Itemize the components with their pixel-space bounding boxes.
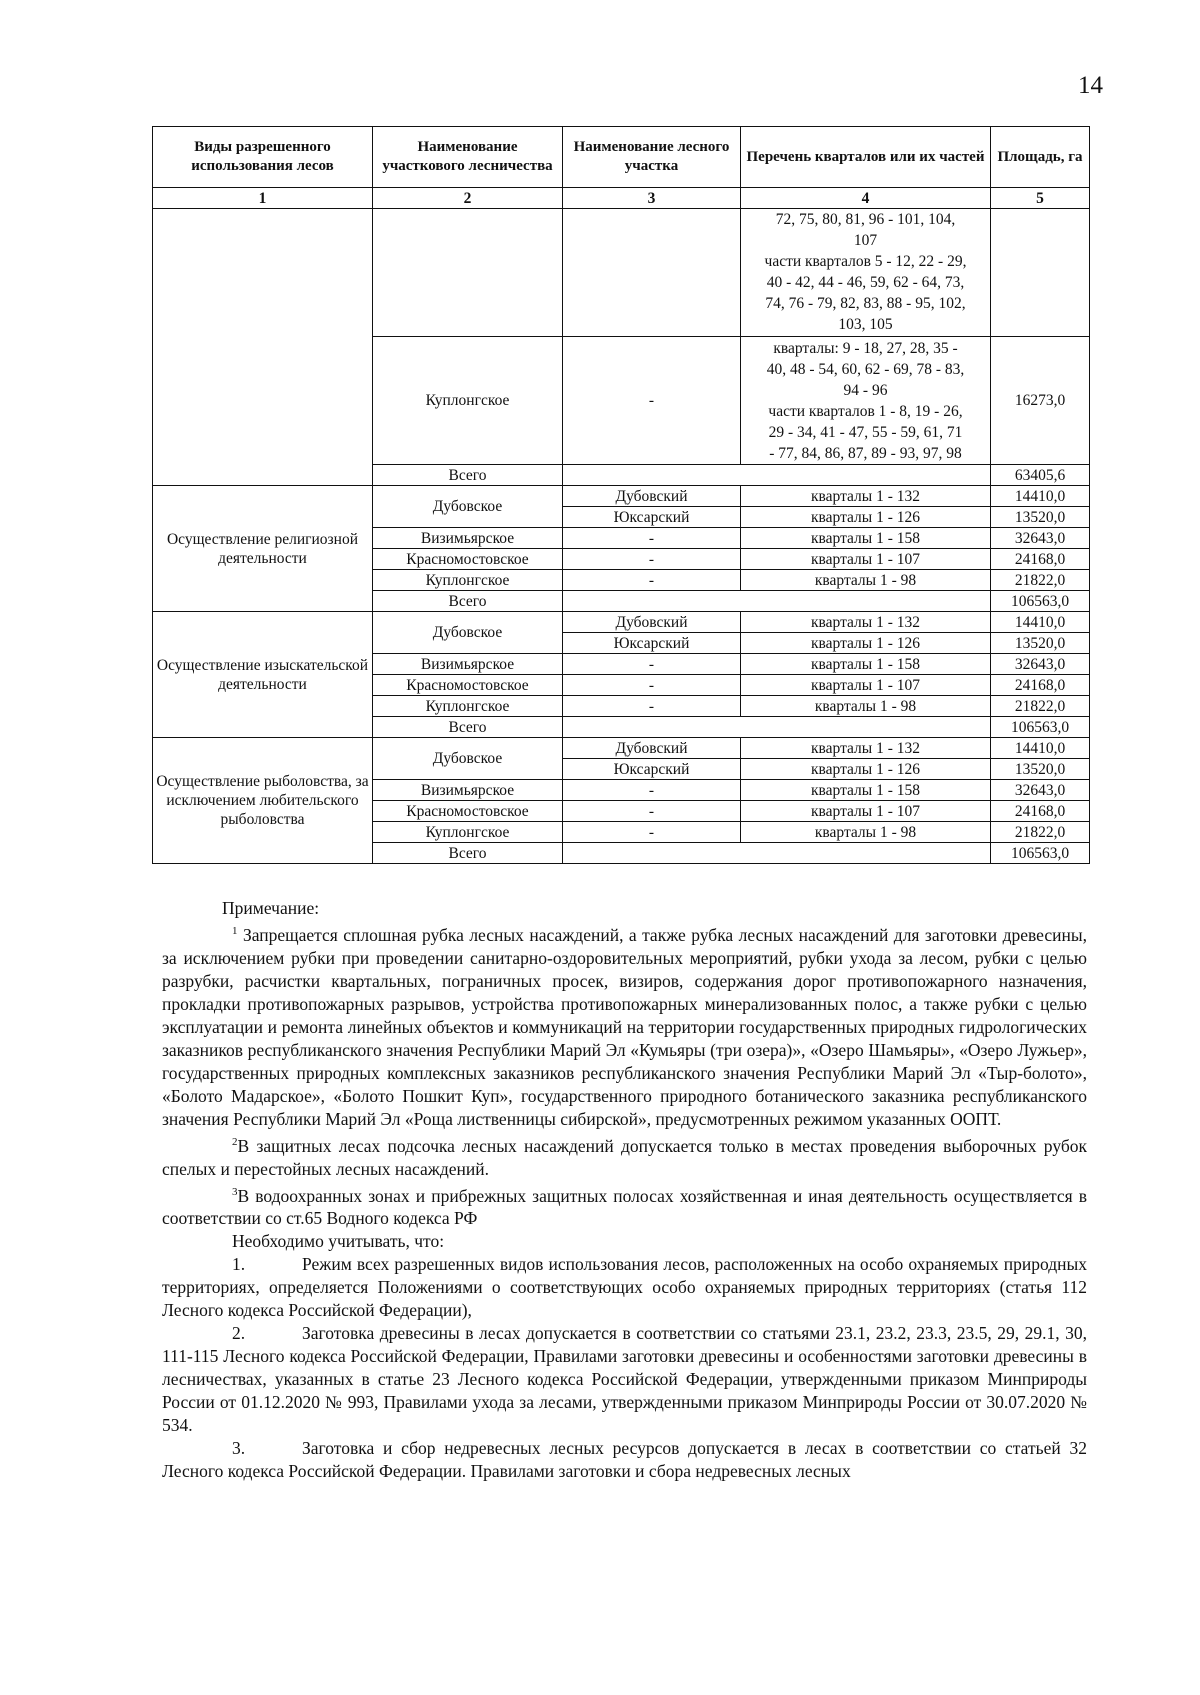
quarters-line: 40, 48 - 54, 60, 62 - 69, 78 - 83, — [766, 360, 965, 378]
forestry-cell: Визимьярское — [373, 780, 563, 801]
parcel-cell: - — [563, 822, 741, 843]
item-text: Режим всех разрешенных видов использования лесов, расположенных на особо охраняемых природных территориях, определяется Положениями о соответствующих особо охраняемых природных территориях (статья 112 Лесного кодекса Российской Федерации), — [162, 1254, 1087, 1321]
forestry-cell: Дубовское — [373, 486, 563, 528]
area-cell: 13520,0 — [991, 633, 1090, 654]
quarters-cell: кварталы 1 - 107 — [741, 675, 991, 696]
column-number-row — [153, 188, 1090, 209]
item-text: Заготовка древесины в лесах допускается в соответствии со статьями 23.1, 23.2, 23.3, 23.5, 29, 29.1, 30, 111-115 Лесного кодекса Российской Федерации, Правилами заготовки древесины и особенностями заготовки древесины в лесничествах, указанных в статье 23 Лесного кодекса Российской Федерации, утвержденными приказом Минприроды России от 01.12.2020 № 993, Правилами ухода за лесами, утвержденными приказом Минприроды России от 30.07.2020 № 534. — [162, 1323, 1087, 1436]
area-cell: 21822,0 — [991, 570, 1090, 591]
item-text: Заготовка и сбор недревесных лесных ресурсов допускается в лесах в соответствии со статьей 32 Лесного кодекса Российской Федерации. Правилами заготовки и сбора недревесных лесных — [162, 1438, 1087, 1482]
parcel-cell-empty — [563, 209, 741, 337]
quarters-cell: кварталы 1 - 126 — [741, 759, 991, 780]
quarters-line: 40 - 42, 44 - 46, 59, 62 - 64, 73, — [766, 274, 965, 291]
note-3 — [162, 1181, 1087, 1231]
notes-heading: Примечание: — [222, 898, 320, 918]
parcel-cell: Дубовский — [563, 738, 741, 759]
note-mark: 2 — [232, 1135, 238, 1148]
header-use-type: Виды разрешенного использования лесов — [153, 127, 373, 188]
col-number: 4 — [741, 188, 991, 209]
forestry-cell-empty — [373, 209, 563, 337]
forestry-cell: Куплонгское — [373, 337, 563, 465]
area-cell: 32643,0 — [991, 528, 1090, 549]
parcel-cell: - — [563, 801, 741, 822]
area-cell: 21822,0 — [991, 822, 1090, 843]
parcel-cell: Юксарский — [563, 759, 741, 780]
table-row — [153, 486, 1090, 507]
forest-use-table — [152, 126, 1090, 864]
total-area: 106563,0 — [991, 591, 1090, 612]
quarters-line: 107 — [853, 232, 878, 249]
quarters-line: 72, 75, 80, 81, 96 - 101, 104, — [775, 211, 956, 228]
parcel-cell: - — [563, 549, 741, 570]
quarters-line: части кварталов 1 - 8, 19 - 26, — [768, 402, 963, 420]
table-header-row — [153, 127, 1090, 188]
header-forestry: Наименование участкового лесничества — [373, 127, 563, 188]
use-type-cell: Осуществление рыболовства, за исключением любительского рыболовства — [153, 738, 373, 864]
total-empty — [563, 591, 991, 612]
quarters-line: 103, 105 — [838, 316, 893, 333]
area-cell: 16273,0 — [991, 337, 1090, 465]
col-number: 5 — [991, 188, 1090, 209]
total-area: 106563,0 — [991, 717, 1090, 738]
col-number: 3 — [563, 188, 741, 209]
area-cell: 24168,0 — [991, 549, 1090, 570]
parcel-cell: - — [563, 570, 741, 591]
area-cell: 32643,0 — [991, 780, 1090, 801]
parcel-cell: Юксарский — [563, 507, 741, 528]
parcel-cell: - — [563, 675, 741, 696]
table-row — [153, 612, 1090, 633]
area-cell: 13520,0 — [991, 759, 1090, 780]
forestry-cell: Визимьярское — [373, 528, 563, 549]
note-text: Запрещается сплошная рубка лесных насаждений, а также рубка лесных насаждений для заготовки древесины, за исключением рубки при проведении санитарно-оздоровительных мероприятий, рубки ухода за лесом, рубки с целью разрубки, расчистки квартальных, пограничных просек, визиров, содержания дорог противопожарного назначения, прокладки противопожарных разрывов, устройства противопожарных минерализованных полос, а также рубки с целью эксплуатации и ремонта линейных объектов и коммуникаций на территории государственных природных гидрологических заказников республиканского значения Республики Марий Эл «Кумьяры (три озера)», «Озеро Шамьяры», «Озеро Лужьер», государственных природных комплексных заказников республиканского значения Республики Марий Эл «Тыр-болото», «Болото Мадарское», «Болото Пошкит Куп», государственного природного ботанического заказника республиканского значения Республики Марий Эл «Роща лиственницы сибирской», предусмотренных режимом указанных ООПТ. — [162, 924, 1087, 1129]
quarters-cell: кварталы 1 - 98 — [741, 696, 991, 717]
parcel-cell: - — [563, 528, 741, 549]
consider-heading: Необходимо учитывать, что: — [232, 1231, 445, 1252]
quarters-cell: кварталы 1 - 132 — [741, 486, 991, 507]
parcel-cell: Дубовский — [563, 486, 741, 507]
quarters-cell: кварталы 1 - 132 — [741, 738, 991, 759]
forestry-cell: Куплонгское — [373, 696, 563, 717]
quarters-cell: кварталы 1 - 158 — [741, 780, 991, 801]
total-label: Всего — [373, 465, 563, 486]
quarters-cell: кварталы 1 - 132 — [741, 612, 991, 633]
table-row — [153, 209, 1090, 337]
parcel-cell: Дубовский — [563, 612, 741, 633]
use-type-cell-empty — [153, 209, 373, 486]
parcel-cell: - — [563, 780, 741, 801]
quarters-line: кварталы: 9 - 18, 27, 28, 35 - — [773, 339, 958, 357]
col-number: 2 — [373, 188, 563, 209]
total-label: Всего — [373, 717, 563, 738]
total-label: Всего — [373, 843, 563, 864]
note-2 — [162, 1131, 1087, 1181]
forestry-cell: Куплонгское — [373, 570, 563, 591]
parcel-cell: - — [563, 654, 741, 675]
parcel-cell: - — [563, 337, 741, 465]
parcel-cell: - — [563, 696, 741, 717]
total-area: 63405,6 — [991, 465, 1090, 486]
forestry-cell: Куплонгское — [373, 822, 563, 843]
quarters-cell: кварталы 1 - 126 — [741, 633, 991, 654]
quarters-line: части кварталов 5 - 12, 22 - 29, — [764, 253, 967, 270]
quarters-line: 74, 76 - 79, 82, 83, 88 - 95, 102, — [765, 295, 966, 312]
total-empty — [563, 843, 991, 864]
quarters-line: 29 - 34, 41 - 47, 55 - 59, 61, 71 — [768, 423, 963, 441]
item-number: 2. — [232, 1323, 246, 1344]
notes-section — [162, 897, 1087, 1483]
area-cell: 24168,0 — [991, 675, 1090, 696]
header-area: Площадь, га — [991, 127, 1090, 188]
forestry-cell: Красномостовское — [373, 801, 563, 822]
table-row — [153, 738, 1090, 759]
quarters-cell: кварталы 1 - 158 — [741, 528, 991, 549]
page-number: 14 — [1078, 72, 1103, 99]
area-cell: 14410,0 — [991, 486, 1090, 507]
numbered-item — [162, 1437, 1087, 1483]
item-number: 3. — [232, 1438, 246, 1459]
area-cell: 21822,0 — [991, 696, 1090, 717]
area-cell: 14410,0 — [991, 612, 1090, 633]
use-type-cell: Осуществление религиозной деятельности — [153, 486, 373, 612]
quarters-cell: кварталы 1 - 107 — [741, 549, 991, 570]
quarters-list-cell — [741, 337, 991, 465]
total-empty — [563, 465, 991, 486]
note-mark: 1 — [232, 925, 238, 937]
area-cell-empty — [991, 209, 1090, 337]
note-1 — [162, 920, 1087, 1131]
area-cell: 24168,0 — [991, 801, 1090, 822]
numbered-item — [162, 1322, 1087, 1437]
col-number: 1 — [153, 188, 373, 209]
forestry-cell: Дубовское — [373, 612, 563, 654]
total-area: 106563,0 — [991, 843, 1090, 864]
quarters-line: - 77, 84, 86, 87, 89 - 93, 97, 98 — [769, 444, 962, 462]
header-quarters: Перечень кварталов или их частей — [741, 127, 991, 188]
note-text: В защитных лесах подсочка лесных насаждений допускается только в местах проведения выборочных рубок спелых и перестойных лесных насаждений. — [162, 1135, 1087, 1179]
quarters-cell: кварталы 1 - 107 — [741, 801, 991, 822]
area-cell: 13520,0 — [991, 507, 1090, 528]
use-type-cell: Осуществление изыскательской деятельности — [153, 612, 373, 738]
numbered-item — [162, 1253, 1087, 1322]
total-label: Всего — [373, 591, 563, 612]
header-parcel: Наименование лесного участка — [563, 127, 741, 188]
parcel-cell: Юксарский — [563, 633, 741, 654]
quarters-list-cell — [741, 209, 991, 337]
forestry-cell: Красномостовское — [373, 675, 563, 696]
area-cell: 32643,0 — [991, 654, 1090, 675]
quarters-cell: кварталы 1 - 158 — [741, 654, 991, 675]
forestry-cell: Красномостовское — [373, 549, 563, 570]
area-cell: 14410,0 — [991, 738, 1090, 759]
quarters-cell: кварталы 1 - 98 — [741, 570, 991, 591]
note-text: В водоохранных зонах и прибрежных защитных полосах хозяйственная и иная деятельность осуществляется в соответствии со ст.65 Водного кодекса РФ — [162, 1185, 1087, 1229]
quarters-cell: кварталы 1 - 126 — [741, 507, 991, 528]
forestry-cell: Визимьярское — [373, 654, 563, 675]
note-mark: 3 — [232, 1185, 238, 1198]
item-number: 1. — [232, 1254, 246, 1275]
quarters-cell: кварталы 1 - 98 — [741, 822, 991, 843]
quarters-line: 94 - 96 — [843, 381, 888, 399]
total-empty — [563, 717, 991, 738]
forestry-cell: Дубовское — [373, 738, 563, 780]
